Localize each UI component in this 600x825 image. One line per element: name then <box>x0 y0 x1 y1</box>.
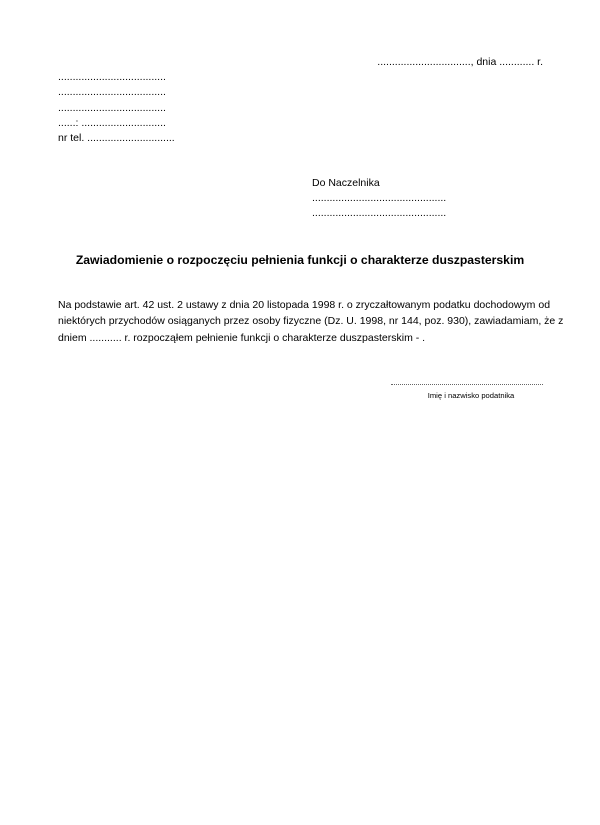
sender-name-line: ..................................... <box>58 71 166 83</box>
sender-address-line-2: ..................................... <box>58 101 166 114</box>
sender-id-line: ......: ............................. <box>58 116 166 129</box>
sender-address-line: ..................................... <box>58 86 166 99</box>
place-date-line: ................................, dnia ............ r. <box>377 56 543 68</box>
body-line-3: dniem ........... r. rozpocząłem pełnienie funkcji o charakterze duszpasterskim - . <box>58 331 426 344</box>
sender-phone-line: nr tel. .............................. <box>58 132 175 145</box>
recipient-line: .............................................. <box>312 192 447 204</box>
recipient-title: Do Naczelnika <box>312 177 380 189</box>
signature-line <box>391 384 543 385</box>
body-line-1: Na podstawie art. 42 ust. 2 ustawy z dnia 20 listopada 1998 r. o zryczałtowanym podatku dochodowym od <box>58 299 551 311</box>
document-title: Zawiadomienie o rozpoczęciu pełnienia funkcji o charakterze duszpasterskim <box>75 253 525 267</box>
recipient-block <box>312 176 446 221</box>
document-body <box>58 297 564 346</box>
signature-label: Imię i nazwisko podatnika <box>427 391 515 400</box>
recipient-line-2: .............................................. <box>312 207 447 219</box>
body-line-2: niektórych przychodów osiąganych przez osoby fizyczne (Dz. U. 1998, nr 144, poz. 930), zawiadamiam, że z <box>58 315 564 328</box>
sender-block <box>58 70 175 146</box>
